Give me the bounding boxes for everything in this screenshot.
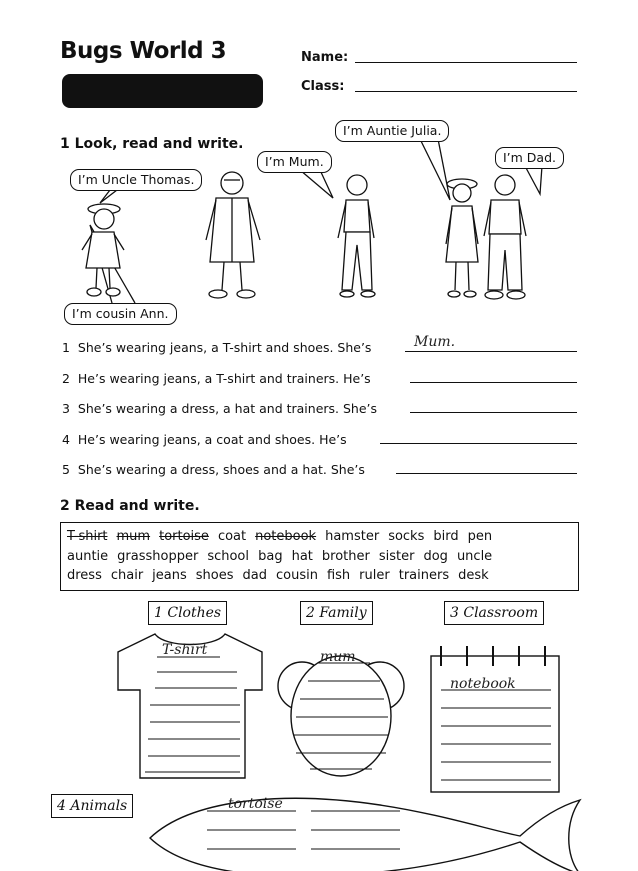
word: dress (67, 568, 102, 583)
word: hat (291, 549, 313, 564)
word: cousin (276, 568, 318, 583)
category-label-family: 2 Family (300, 601, 373, 625)
word: chair (110, 568, 144, 583)
word: jeans (152, 568, 187, 583)
word: pen (467, 529, 493, 544)
word: dog (423, 549, 448, 564)
word: brother (321, 549, 370, 564)
bubble-uncle-thomas: I’m Uncle Thomas. (70, 169, 202, 191)
bubble-dad: I’m Dad. (495, 147, 564, 169)
word: mum (116, 529, 151, 544)
bubble-auntie-julia: I’m Auntie Julia. (335, 120, 449, 142)
worksheet-title: Bugs World 3 (60, 38, 227, 64)
word: uncle (456, 549, 493, 564)
word: shoes (195, 568, 234, 583)
category-label-animals: 4 Animals (51, 794, 133, 818)
example-clothes: T-shirt (162, 642, 208, 658)
word: desk (458, 568, 489, 583)
example-family: mum (320, 649, 356, 665)
word: T-shirt (67, 529, 108, 544)
bubble-cousin-ann: I’m cousin Ann. (64, 303, 177, 325)
word: socks (388, 529, 425, 544)
example-animals: tortoise (228, 796, 283, 812)
word: tortoise (159, 529, 209, 544)
bubble-mum: I’m Mum. (257, 151, 332, 173)
word: fish (326, 568, 351, 583)
word: ruler (359, 568, 390, 583)
word: notebook (255, 529, 317, 544)
category-label-classroom: 3 Classroom (444, 601, 544, 625)
word: bird (433, 529, 459, 544)
sentence-4: 4 He’s wearing jeans, a coat and shoes. He’s (62, 432, 347, 447)
answer-1: Mum. (414, 334, 456, 350)
section1-heading: 1 Look, read and write. (60, 136, 244, 152)
name-label: Name: (301, 50, 349, 65)
sentence-5: 5 She’s wearing a dress, shoes and a hat. She’s (62, 462, 365, 477)
category-label-clothes: 1 Clothes (148, 601, 227, 625)
family-head-shape (278, 656, 404, 776)
word: hamster (325, 529, 380, 544)
word: auntie (67, 549, 109, 564)
word: dad (242, 568, 267, 583)
fish-shape (150, 798, 580, 871)
sentence-1: 1 She’s wearing jeans, a T-shirt and shoes. She’s (62, 340, 372, 355)
word: coat (217, 529, 247, 544)
section2-heading: 2 Read and write. (60, 498, 200, 514)
word: trainers (398, 568, 450, 583)
word: grasshopper (117, 549, 199, 564)
sentence-3: 3 She’s wearing a dress, a hat and trainers. She’s (62, 401, 378, 416)
sentence-2: 2 He’s wearing jeans, a T-shirt and trainers. He’s (62, 371, 371, 386)
class-label: Class: (301, 79, 345, 94)
word: sister (378, 549, 415, 564)
word: school bag (207, 549, 283, 564)
example-classroom: notebook (450, 676, 516, 692)
